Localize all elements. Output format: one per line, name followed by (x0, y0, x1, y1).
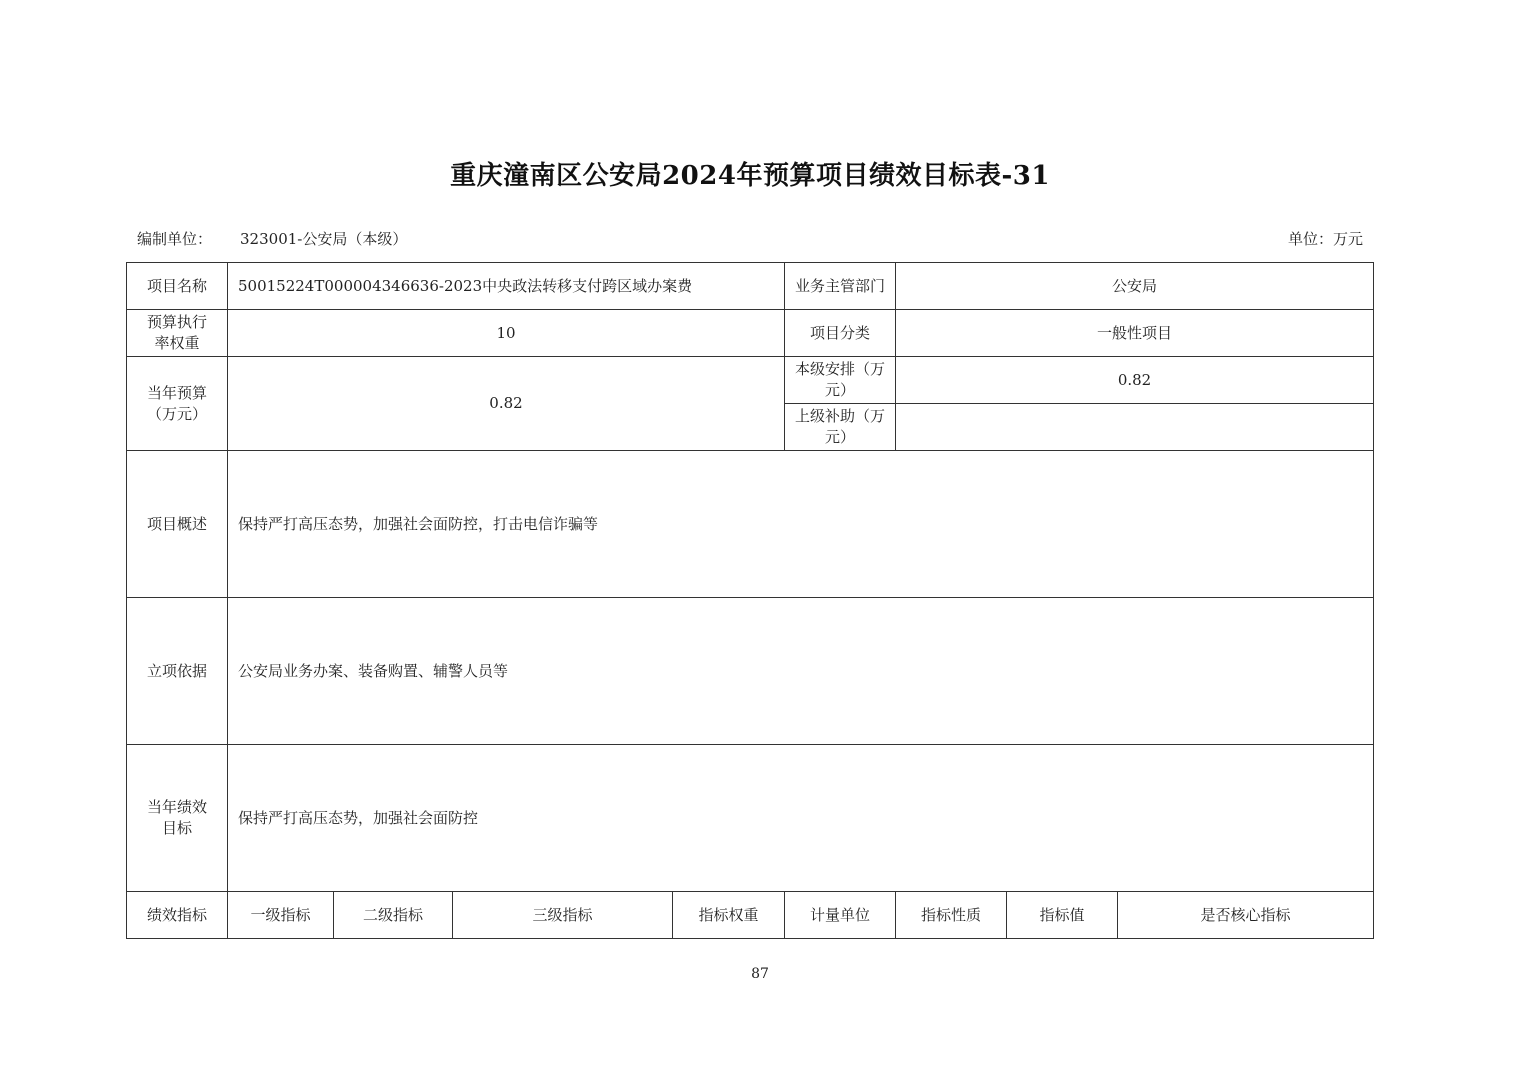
project-name-value: 50015224T000004346636-2023中央政法转移支付跨区域办案费 (228, 263, 785, 310)
indicator-header-cell: 指标值 (1007, 892, 1118, 939)
overview-label: 项目概述 (127, 451, 228, 598)
compiler-unit (137, 228, 407, 249)
upper-subsidy-value (896, 404, 1374, 451)
category-value: 一般性项目 (896, 310, 1374, 357)
table-row-exec-weight (127, 310, 1374, 357)
indicator-header-cell: 指标性质 (896, 892, 1007, 939)
basis-label: 立项依据 (127, 598, 228, 745)
indicator-header-cell: 绩效指标 (127, 892, 228, 939)
indicator-header-cell: 一级指标 (228, 892, 334, 939)
currency-unit: 单位：万元 (1287, 230, 1363, 248)
page-number: 87 (751, 966, 769, 982)
indicator-header-cell: 指标权重 (673, 892, 785, 939)
upper-subsidy-label: 上级补助（万元） (785, 404, 896, 451)
exec-weight-value: 10 (228, 310, 785, 357)
category-label: 项目分类 (785, 310, 896, 357)
table-row-indicator-header (127, 892, 1374, 939)
goal-label: 当年绩效目标 (127, 745, 228, 892)
local-arrangement-label: 本级安排（万元） (785, 357, 896, 404)
overview-value: 保持严打高压态势，加强社会面防控，打击电信诈骗等 (228, 451, 1374, 598)
budget-value: 0.82 (228, 357, 785, 451)
table-row-basis (127, 598, 1374, 745)
table-row-project-name (127, 263, 1374, 310)
table-row-overview (127, 451, 1374, 598)
page-title: 重庆潼南区公安局2024年预算项目绩效目标表-31 (450, 161, 1050, 191)
local-arrangement-value: 0.82 (896, 357, 1374, 404)
budget-label: 当年预算（万元） (127, 357, 228, 451)
compiler-label: 编制单位： (137, 230, 213, 248)
indicator-header-cell: 是否核心指标 (1118, 892, 1374, 939)
indicator-header-cell: 计量单位 (785, 892, 896, 939)
exec-weight-label: 预算执行率权重 (127, 310, 228, 357)
compiler-value: 323001-公安局（本级） (240, 230, 408, 248)
table-row-budget-local (127, 357, 1374, 404)
indicator-header-cell: 二级指标 (334, 892, 453, 939)
goal-value: 保持严打高压态势，加强社会面防控 (228, 745, 1374, 892)
project-name-label: 项目名称 (127, 263, 228, 310)
performance-target-table (126, 262, 1374, 939)
basis-value: 公安局业务办案、装备购置、辅警人员等 (228, 598, 1374, 745)
dept-label: 业务主管部门 (785, 263, 896, 310)
indicator-header-cell: 三级指标 (453, 892, 673, 939)
dept-value: 公安局 (896, 263, 1374, 310)
table-row-goal (127, 745, 1374, 892)
